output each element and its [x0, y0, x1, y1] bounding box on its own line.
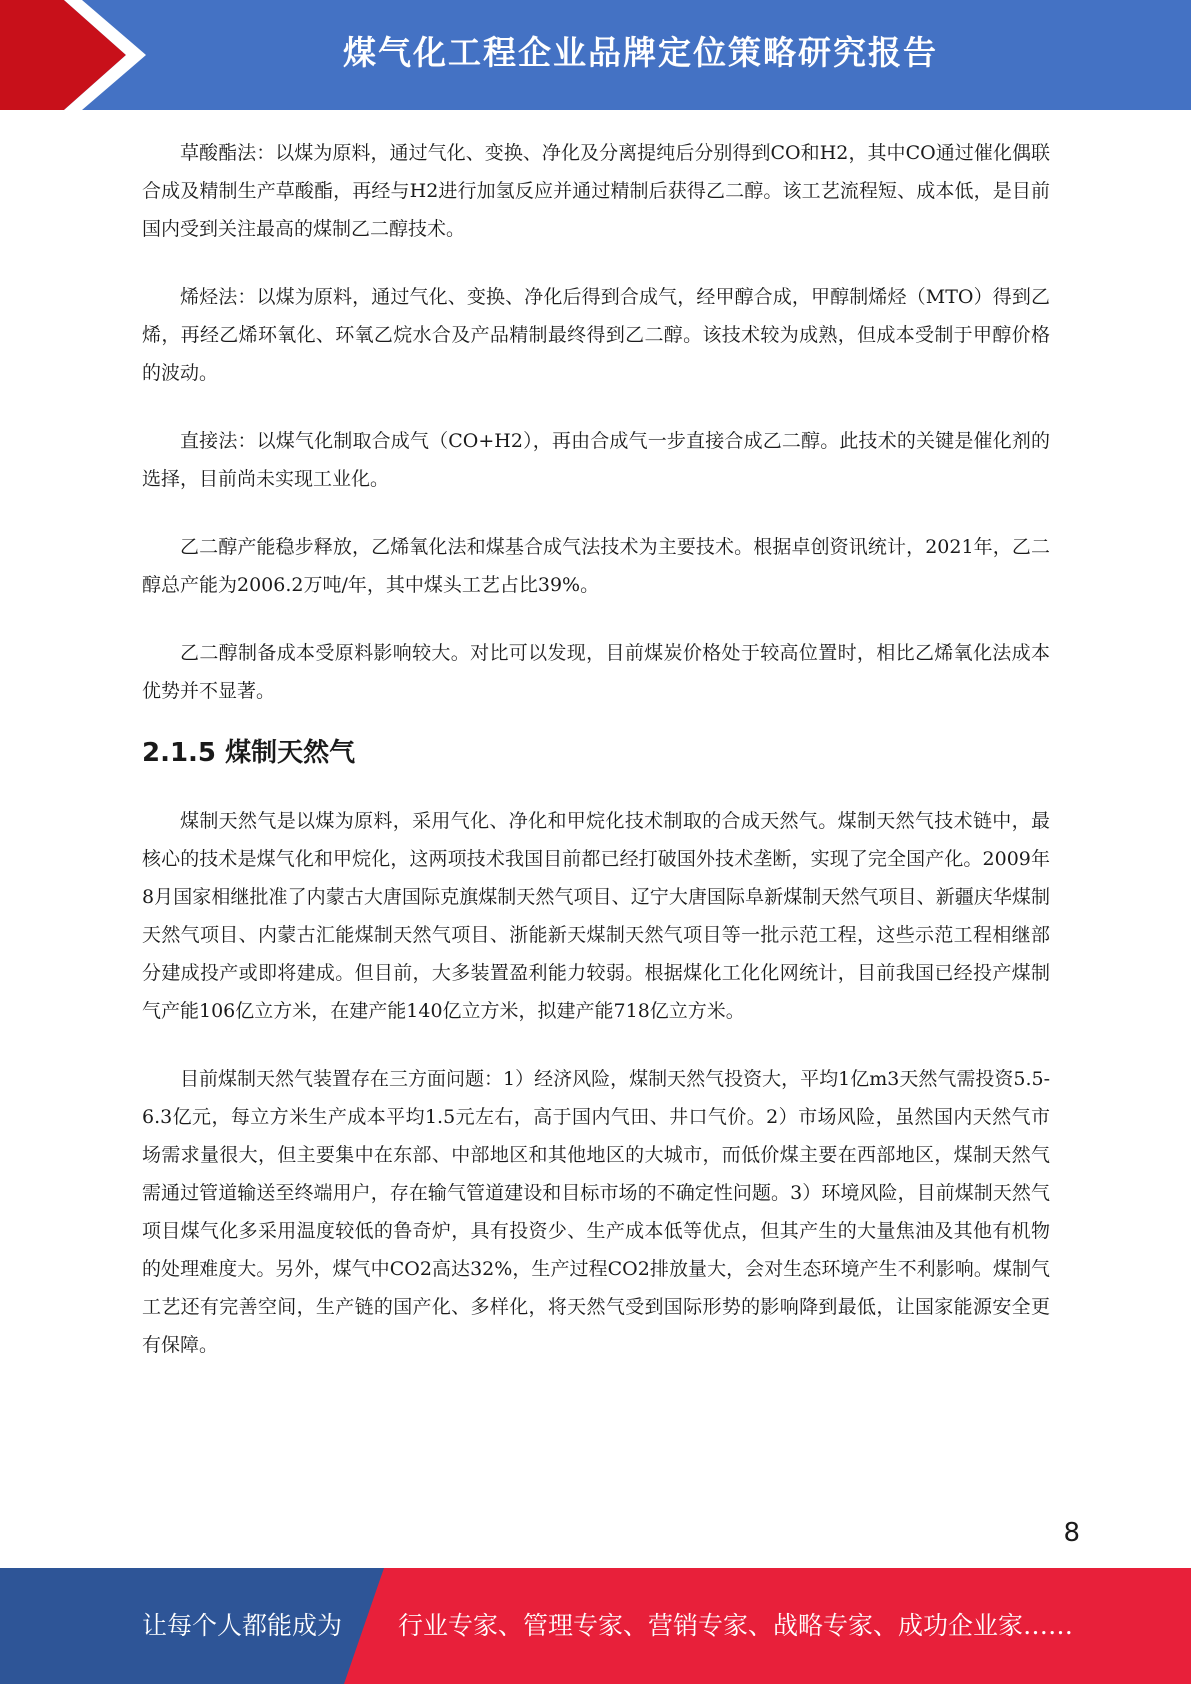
paragraph-coal-to-gas-issues: 目前煤制天然气装置存在三方面问题：1）经济风险，煤制天然气投资大，平均1亿m3天然气需投资5.5-6.3亿元，每立方米生产成本平均1.5元左右，高于国内气田、井口气价。2）市场风险，虽然国内天然气市场需求量很大，但主要集中在东部、中部地区和其他地区的大城市，而低价煤主要在西部地区，煤制天然气需通过管道输送至终端用户，存在输气管道建设和目标市场的不确定性问题。3）环境风险，目前煤制天然气项目煤气化多采用温度较低的鲁奇炉，具有投资少、生产成本低等优点，但其产生的大量焦油及其他有机物的处理难度大。另外，煤气中CO2高达32%，生产过程CO2排放量大，会对生态环境产生不利影响。煤制气工艺还有完善空间，生产链的国产化、多样化，将天然气受到国际形势的影响降到最低，让国家能源安全更有保障。 — [142, 1068, 1050, 1356]
page-header — [0, 0, 1191, 110]
footer-slogan-right: 行业专家、管理专家、营销专家、战略专家、成功企业家…… — [398, 1611, 1074, 1640]
report-title: 煤气化工程企业品牌定位策略研究报告 — [343, 33, 938, 72]
paragraph-oxalate-method: 草酸酯法：以煤为原料，通过气化、变换、净化及分离提纯后分别得到CO和H2，其中CO通过催化偶联合成及精制生产草酸酯，再经与H2进行加氢反应并通过精制后获得乙二醇。该工艺流程短、成本低，是目前国内受到关注最高的煤制乙二醇技术。 — [142, 142, 1050, 240]
paragraph-ethylene-glycol-capacity: 乙二醇产能稳步释放，乙烯氧化法和煤基合成气法技术为主要技术。根据卓创资讯统计，2021年，乙二醇总产能为2006.2万吨/年，其中煤头工艺占比39%。 — [142, 536, 1050, 596]
document-body — [142, 134, 1050, 1364]
paragraph-ethylene-glycol-cost: 乙二醇制备成本受原料影响较大。对比可以发现，目前煤炭价格处于较高位置时，相比乙烯氧化法成本优势并不显著。 — [142, 642, 1050, 702]
footer-slogan-left: 让每个人都能成为 — [142, 1611, 343, 1640]
section-heading: 2.1.5 煤制天然气 — [142, 738, 356, 768]
page-footer — [0, 1568, 1191, 1684]
paragraph-coal-to-gas-overview: 煤制天然气是以煤为原料，采用气化、净化和甲烷化技术制取的合成天然气。煤制天然气技术链中，最核心的技术是煤气化和甲烷化，这两项技术我国目前都已经打破国外技术垄断，实现了完全国产化。2009年8月国家相继批准了内蒙古大唐国际克旗煤制天然气项目、辽宁大唐国际阜新煤制天然气项目、新疆庆华煤制天然气项目、内蒙古汇能煤制天然气项目、浙能新天煤制天然气项目等一批示范工程，这些示范工程相继部分建成投产或即将建成。但目前，大多装置盈利能力较弱。根据煤化工化化网统计，目前我国已经投产煤制气产能106亿立方米，在建产能140亿立方米，拟建产能718亿立方米。 — [142, 810, 1050, 1022]
paragraph-direct-method: 直接法：以煤气化制取合成气（CO+H2），再由合成气一步直接合成乙二醇。此技术的关键是催化剂的选择，目前尚未实现工业化。 — [142, 430, 1050, 490]
page-number: 8 — [1063, 1518, 1080, 1548]
paragraph-olefin-method: 烯烃法：以煤为原料，通过气化、变换、净化后得到合成气，经甲醇合成，甲醇制烯烃（MTO）得到乙烯，再经乙烯环氧化、环氧乙烷水合及产品精制最终得到乙二醇。该技术较为成熟，但成本受制于甲醇价格的波动。 — [142, 286, 1050, 384]
